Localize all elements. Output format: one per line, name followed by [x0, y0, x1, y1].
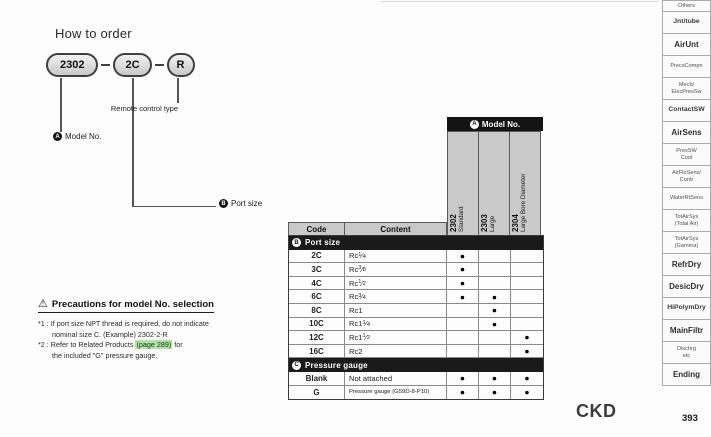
warning-icon: ⚠: [38, 298, 48, 310]
availability-dot: ●: [447, 277, 479, 290]
availability-dot: [511, 304, 543, 317]
table-row: [289, 345, 543, 359]
availability-dot: ●: [479, 318, 511, 331]
row-code: 12C: [289, 331, 345, 344]
sidebar-index-item: ContactSW: [662, 99, 711, 122]
availability-dot: ●: [447, 386, 479, 400]
model-no-label: [53, 132, 101, 141]
section-title: Port size: [305, 238, 341, 248]
page-289-highlight: (page 289): [136, 340, 172, 349]
availability-dot: [479, 277, 511, 290]
content-column-header: Content: [344, 222, 447, 236]
port-size-label-text: Port size: [231, 199, 263, 208]
top-divider: [380, 1, 658, 2]
sidebar-index-item: Ending: [662, 363, 711, 386]
sidebar-index-item: Jnt/tube: [662, 11, 711, 34]
availability-dot: [511, 277, 543, 290]
sidebar-index-item: RefrDry: [662, 253, 711, 276]
sidebar-index-item: Others: [662, 0, 711, 12]
table-row: [289, 318, 543, 332]
availability-dot: ●: [524, 346, 530, 357]
table-row: [289, 331, 543, 345]
row-content: Rc $^1$ ⁄ $_2$: [345, 277, 447, 290]
availability-dot: ●: [524, 332, 530, 343]
sidebar-index-item: TotAirSys (Gamma): [662, 231, 711, 254]
model-column-header: 2304 Large Bore Diameter: [509, 131, 541, 236]
availability-dot: [479, 263, 511, 276]
row-code: 6C: [289, 290, 345, 303]
note-2-line-2: the included "G" pressure gauge.: [52, 350, 158, 360]
availability-dot: ●: [447, 290, 479, 303]
order-code-diagram: [46, 52, 195, 78]
row-content: Rc $^1$ ⁄ $_4$: [345, 250, 447, 263]
model-column-header: 2303 Large: [478, 131, 510, 236]
note-1-line-1: *1 : If port size NPT thread is required, do not indicate: [38, 319, 209, 328]
port-size-label: [219, 199, 262, 208]
sidebar-index-item: WaterRtSens: [662, 187, 711, 210]
model-no-header-text: Model No.: [481, 119, 521, 129]
availability-dot: ●: [447, 263, 479, 276]
sidebar-index-item: HiPolymDry: [662, 297, 711, 320]
row-content: Pressure gauge (G59D-8-P10): [345, 386, 447, 400]
remote-control-type-label: Remote control type: [110, 104, 178, 113]
availability-dot: [447, 345, 479, 358]
availability-dot: [447, 304, 479, 317]
table-row: [289, 277, 543, 291]
page-number: 393: [682, 413, 698, 424]
availability-dot: ●: [447, 250, 479, 263]
table-row: [289, 386, 543, 400]
row-code: 8C: [289, 304, 345, 317]
sidebar-index-item: PresSW Cool: [662, 143, 711, 166]
availability-dot: ●: [479, 386, 511, 400]
sidebar-index-item: DesicDry: [662, 275, 711, 298]
precautions-notes: [38, 319, 209, 361]
availability-dot: ●: [479, 372, 511, 385]
circle-c-icon: C: [292, 361, 301, 370]
row-content: Rc $^3$ ⁄ $_8$: [345, 263, 447, 276]
row-code: Blank: [289, 372, 345, 385]
row-code: 16C: [289, 345, 345, 358]
circle-a-icon: A: [53, 132, 62, 141]
table-section-header: [289, 236, 543, 250]
availability-dot: ●: [447, 372, 479, 385]
table-row: [289, 290, 543, 304]
model-no-label-text: Model No.: [65, 132, 102, 141]
model-no-table-header: [447, 117, 543, 131]
order-code-segment-control: R: [167, 53, 195, 77]
row-content: Rc1 $^1$ ⁄ $_2$: [345, 331, 447, 344]
availability-dot: [479, 331, 511, 344]
model-column-header: 2302 Standard: [447, 131, 479, 236]
sidebar-index-item: AirSens: [662, 121, 711, 144]
availability-dot: ●: [524, 387, 530, 398]
row-code: 10C: [289, 318, 345, 331]
circle-a-icon: A: [470, 120, 479, 129]
availability-dot: [447, 331, 479, 344]
table-section-header: [289, 358, 543, 372]
row-code: G: [289, 386, 345, 400]
note-2-line-1: *2 : Refer to Related Products (page 289) for: [38, 340, 183, 349]
availability-dot: [511, 318, 543, 331]
section-title: Pressure gauge: [305, 360, 368, 370]
catalog-index-sidebar: [662, 0, 711, 386]
row-code: 3C: [289, 263, 345, 276]
availability-dot: [479, 345, 511, 358]
sidebar-index-item: TotAirSys (Total Air): [662, 209, 711, 232]
row-content: Rc1: [345, 304, 447, 317]
circle-b-icon: B: [292, 238, 301, 247]
connector-port-vline: [132, 78, 134, 207]
availability-dot: ●: [524, 373, 530, 384]
connector-remote-line: [177, 78, 179, 103]
availability-dot: [511, 263, 543, 276]
order-table-rows: [288, 235, 544, 400]
model-rotated-headers: [447, 131, 541, 236]
dash-separator: [101, 64, 110, 66]
code-column-header: Code: [288, 222, 345, 236]
precautions-title-text: Precautions for model No. selection: [51, 299, 214, 310]
dash-separator: [155, 64, 164, 66]
sidebar-index-item: PrecsCompn: [662, 55, 711, 78]
availability-dot: [479, 250, 511, 263]
sidebar-index-item: Mech/ ElecPresSw: [662, 77, 711, 100]
availability-dot: ●: [479, 304, 511, 317]
order-code-segment-port: 2C: [113, 53, 151, 77]
row-code: 4C: [289, 277, 345, 290]
sidebar-index-item: MainFiltr: [662, 319, 711, 342]
note-1-line-2: nominal size C. (Example) 2302-2-R: [52, 329, 168, 339]
connector-port-hline: [132, 206, 216, 208]
row-code: 2C: [289, 250, 345, 263]
row-content: Rc $^3$ ⁄ $_4$: [345, 290, 447, 303]
column-headers: [288, 222, 447, 236]
availability-dot: [511, 290, 543, 303]
table-row: [289, 263, 543, 277]
order-code-segment-model: 2302: [46, 53, 98, 77]
sidebar-index-item: AirFloSens/ Contr: [662, 165, 711, 188]
sidebar-index-item: AirUnt: [662, 33, 711, 56]
ckd-logo: CKD: [576, 401, 617, 421]
row-content: Not attached: [345, 372, 447, 385]
circle-b-icon: B: [219, 199, 228, 208]
table-row: [289, 372, 543, 386]
availability-dot: ●: [479, 290, 511, 303]
row-content: Rc2: [345, 345, 447, 358]
sidebar-index-item: Dischrg etc: [662, 341, 711, 364]
availability-dot: [447, 318, 479, 331]
page-title: How to order: [55, 26, 132, 41]
table-row: [289, 304, 543, 318]
precautions-title: [38, 299, 214, 313]
availability-dot: [511, 250, 543, 263]
table-row: [289, 250, 543, 264]
row-content: Rc1 $^1$ ⁄ $_4$: [345, 318, 447, 331]
